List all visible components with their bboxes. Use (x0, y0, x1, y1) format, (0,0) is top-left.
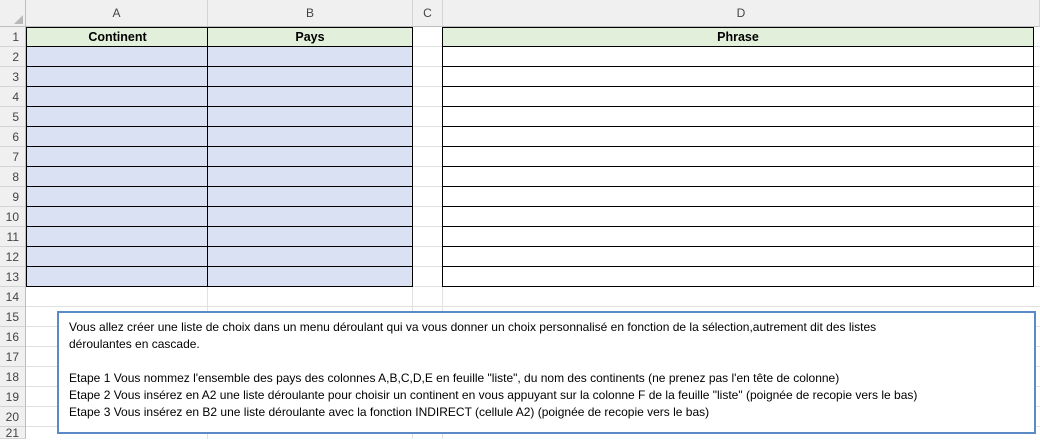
pays-cell[interactable] (207, 147, 413, 167)
gridline (26, 306, 1040, 307)
column-header-b[interactable]: B (208, 0, 413, 27)
header-cell-pays[interactable]: Pays (207, 27, 413, 47)
phrase-cell[interactable] (442, 47, 1034, 67)
row-header-4[interactable]: 4 (0, 87, 26, 107)
row-header-9[interactable]: 9 (0, 187, 26, 207)
row-header-7[interactable]: 7 (0, 147, 26, 167)
continent-cell[interactable] (26, 67, 208, 87)
continent-cell[interactable] (26, 107, 208, 127)
row-header-10[interactable]: 10 (0, 207, 26, 227)
phrase-cell[interactable] (442, 207, 1034, 227)
continent-cell[interactable] (26, 207, 208, 227)
row-header-8[interactable]: 8 (0, 167, 26, 187)
pays-cell[interactable] (207, 107, 413, 127)
row-header-5[interactable]: 5 (0, 107, 26, 127)
row-header-21[interactable]: 21 (0, 427, 26, 439)
row-header-18[interactable]: 18 (0, 367, 26, 387)
continent-cell[interactable] (26, 47, 208, 67)
continent-cell[interactable] (26, 187, 208, 207)
phrase-cell[interactable] (442, 247, 1034, 267)
column-header-a[interactable]: A (26, 0, 208, 27)
continent-cell[interactable] (26, 247, 208, 267)
row-header-11[interactable]: 11 (0, 227, 26, 247)
instructions-step-3: Etape 3 Vous insérez en B2 une liste déroulante avec la fonction INDIRECT (cellule A2) (poignée de recopie vers le bas) (69, 405, 710, 419)
instructions-line-1: Vous allez créer une liste de choix dans un menu déroulant qui va vous donner un choix personnalisé en fonction de la sélection,autrement dit des listes (69, 320, 877, 334)
instructions-textbox[interactable] (57, 311, 1036, 434)
pays-cell[interactable] (207, 87, 413, 107)
header-cell-phrase[interactable]: Phrase (442, 27, 1034, 47)
row-header-17[interactable]: 17 (0, 347, 26, 367)
pays-cell[interactable] (207, 207, 413, 227)
row-header-12[interactable]: 12 (0, 247, 26, 267)
pays-cell[interactable] (207, 267, 413, 287)
pays-cell[interactable] (207, 247, 413, 267)
instructions-spacer (69, 353, 1024, 370)
row-header-19[interactable]: 19 (0, 387, 26, 407)
column-header-c[interactable]: C (413, 0, 443, 27)
pays-cell[interactable] (207, 227, 413, 247)
select-all-corner[interactable] (0, 0, 26, 27)
header-cell-continent[interactable]: Continent (26, 27, 208, 47)
row-header-1[interactable]: 1 (0, 27, 26, 47)
pays-cell[interactable] (207, 167, 413, 187)
pays-cell[interactable] (207, 127, 413, 147)
continent-cell[interactable] (26, 87, 208, 107)
instructions-step-1: Etape 1 Vous nommez l'ensemble des pays des colonnes A,B,C,D,E en feuille "liste", du nom des continents (ne prenez pas l'en tête de colonne) (69, 371, 840, 385)
column-header-d[interactable]: D (443, 0, 1040, 27)
pays-cell[interactable] (207, 47, 413, 67)
continent-cell[interactable] (26, 127, 208, 147)
instructions-line-2: déroulantes en cascade. (69, 337, 200, 351)
phrase-cell[interactable] (442, 267, 1034, 287)
pays-cell[interactable] (207, 67, 413, 87)
phrase-cell[interactable] (442, 167, 1034, 187)
continent-cell[interactable] (26, 167, 208, 187)
phrase-cell[interactable] (442, 127, 1034, 147)
continent-cell[interactable] (26, 267, 208, 287)
phrase-cell[interactable] (442, 187, 1034, 207)
continent-cell[interactable] (26, 227, 208, 247)
pays-cell[interactable] (207, 187, 413, 207)
instructions-step-2: Etape 2 Vous insérez en A2 une liste déroulante pour choisir un continent en vous appuyant sur la colonne F de la feuille "liste" (poignée de recopie vers le bas) (69, 388, 918, 402)
row-header-6[interactable]: 6 (0, 127, 26, 147)
row-header-2[interactable]: 2 (0, 47, 26, 67)
phrase-cell[interactable] (442, 227, 1034, 247)
phrase-cell[interactable] (442, 67, 1034, 87)
row-header-15[interactable]: 15 (0, 307, 26, 327)
continent-cell[interactable] (26, 147, 208, 167)
row-header-14[interactable]: 14 (0, 287, 26, 307)
row-header-3[interactable]: 3 (0, 67, 26, 87)
phrase-cell[interactable] (442, 107, 1034, 127)
row-header-16[interactable]: 16 (0, 327, 26, 347)
row-header-13[interactable]: 13 (0, 267, 26, 287)
row-header-20[interactable]: 20 (0, 407, 26, 427)
phrase-cell[interactable] (442, 147, 1034, 167)
phrase-cell[interactable] (442, 87, 1034, 107)
